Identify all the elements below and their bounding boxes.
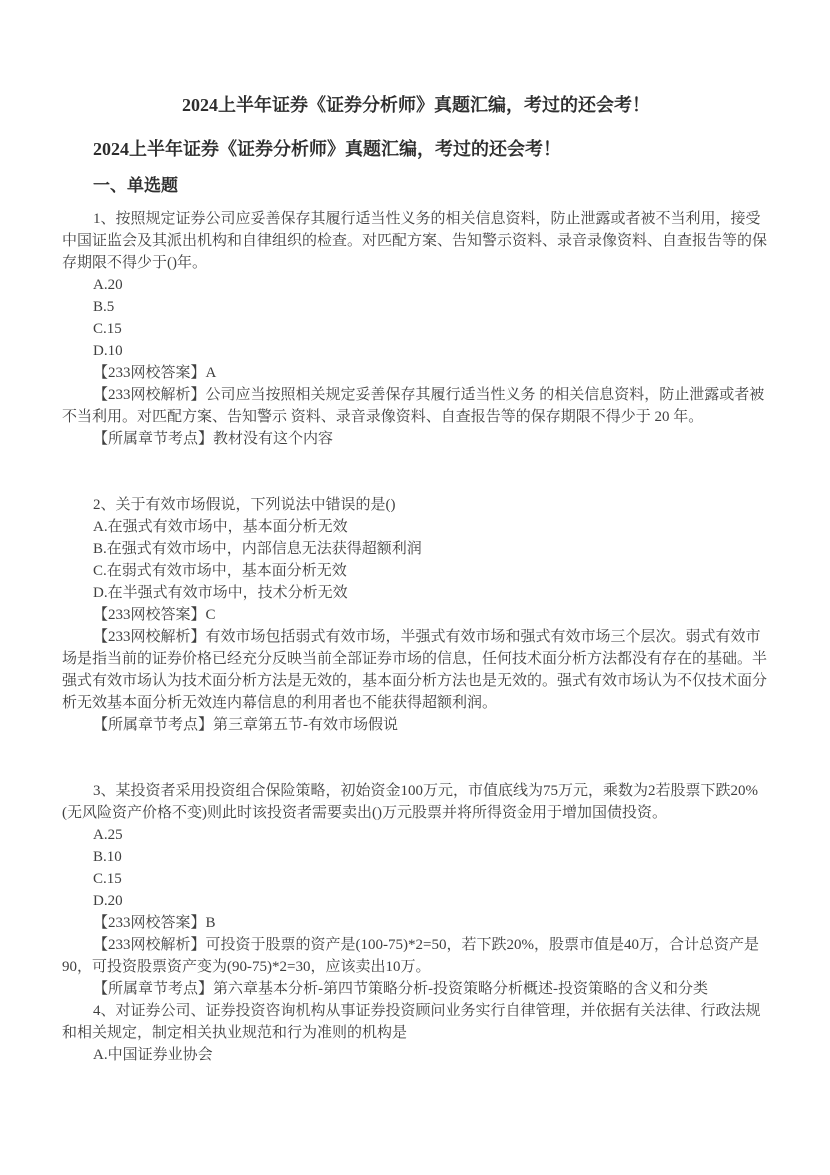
question-3-stem: 3、某投资者采用投资组合保险策略，初始资金100万元，市值底线为75万元，乘数为2若股票下跌20%(无风险资产价格不变)则此时该投资者需要卖出()万元股票并将所得资金用于增加国债投资。	[62, 783, 758, 821]
question-3-analysis: 【233网校解析】可投资于股票的资产是(100-75)*2=50，若下跌20%，股票市值是40万，合计总资产是90，可投资股票资产变为(90-75)*2=30，应该卖出10万。	[62, 937, 759, 975]
question-2-stem: 2、关于有效市场假说，下列说法中错误的是()	[93, 497, 396, 513]
question-3-option-d: D.20	[93, 893, 123, 909]
question-3	[62, 780, 770, 1000]
question-2-option-b: B.在强式有效市场中，内部信息无法获得超额利润	[93, 541, 422, 557]
question-2-chapter: 【所属章节考点】第三章第五节-有效市场假说	[93, 717, 398, 733]
section-heading-single-choice: 一、单选题	[93, 176, 178, 195]
question-2-option-d: D.在半强式有效市场中，技术分析无效	[93, 585, 348, 601]
question-1-option-c: C.15	[93, 321, 122, 337]
question-1-option-d: D.10	[93, 343, 123, 359]
question-1-chapter: 【所属章节考点】教材没有这个内容	[93, 431, 334, 447]
question-2-analysis: 【233网校解析】有效市场包括弱式有效市场，半强式有效市场和强式有效市场三个层次。弱式有效市场是指当前的证券价格已经充分反映当前全部证券市场的信息，任何技术面分析方法都没有存在的基础。半强式有效市场认为技术面分析方法是无效的，基本面分析方法也是无效的。强式有效市场认为不仅技术面分析无效基本面分析无效连内幕信息的利用者也不能获得超额利润。	[62, 629, 768, 711]
question-3-option-b: B.10	[93, 849, 122, 865]
question-2-option-a: A.在强式有效市场中，基本面分析无效	[93, 519, 348, 535]
document-title: 2024上半年证券《证券分析师》真题汇编，考过的还会考！	[182, 95, 650, 115]
question-4	[62, 1000, 770, 1066]
question-4-option-a: A.中国证券业协会	[93, 1047, 213, 1063]
question-1-answer: 【233网校答案】A	[93, 365, 217, 381]
question-2-option-c: C.在弱式有效市场中，基本面分析无效	[93, 563, 347, 579]
question-3-chapter: 【所属章节考点】第六章基本分析-第四节策略分析-投资策略分析概述-投资策略的含义和分类	[93, 981, 708, 997]
question-1-option-a: A.20	[93, 277, 123, 293]
question-2	[62, 494, 770, 736]
question-1-analysis: 【233网校解析】公司应当按照相关规定妥善保存其履行适当性义务 的相关信息资料，防止泄露或者被不当利用。对匹配方案、告知警示 资料、录音录像资料、自查报告等的保存期限不得少于 20 年。	[62, 387, 765, 425]
question-4-stem: 4、对证券公司、证券投资咨询机构从事证券投资顾问业务实行自律管理，并依据有关法律、行政法规和相关规定，制定相关执业规范和行为准则的机构是	[62, 1003, 761, 1041]
question-1	[62, 208, 770, 450]
question-3-option-c: C.15	[93, 871, 122, 887]
document-subtitle: 2024上半年证券《证券分析师》真题汇编，考过的还会考！	[93, 139, 561, 159]
question-3-answer: 【233网校答案】B	[93, 915, 216, 931]
question-1-option-b: B.5	[93, 299, 115, 315]
question-2-answer: 【233网校答案】C	[93, 607, 216, 623]
question-1-stem: 1、按照规定证券公司应妥善保存其履行适当性义务的相关信息资料，防止泄露或者被不当利用，接受中国证监会及其派出机构和自律组织的检查。对匹配方案、告知警示资料、录音录像资料、自查报告等的保存期限不得少于()年。	[62, 211, 768, 271]
question-3-option-a: A.25	[93, 827, 123, 843]
